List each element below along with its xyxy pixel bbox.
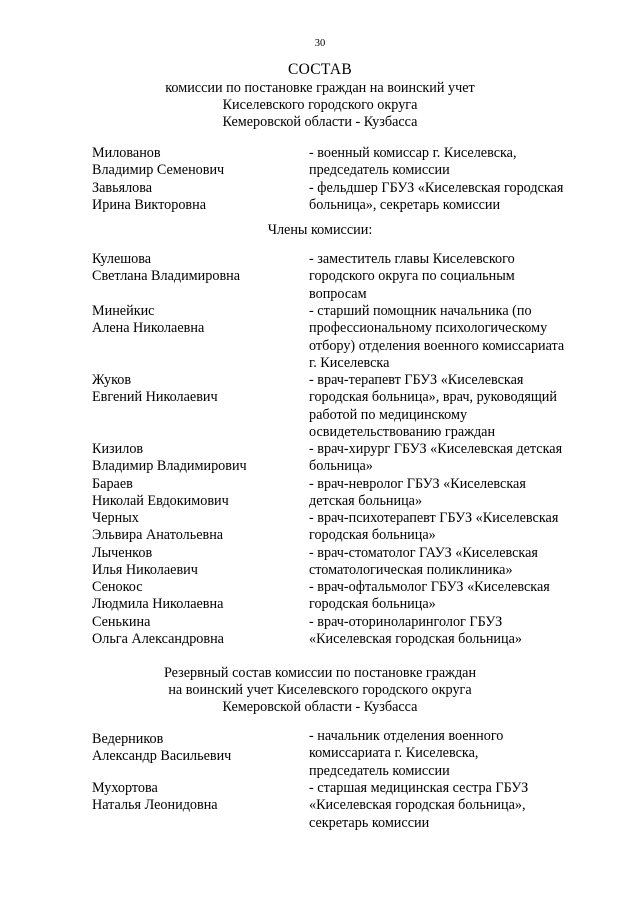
person-role [309,441,599,476]
person-name [92,579,292,614]
person-role [309,251,599,303]
role-line: - врач-офтальмолог ГБУЗ «Киселевская [309,579,550,595]
role-line: отбору) отделения военного комиссариата [309,337,565,354]
person-role [309,614,599,649]
role-line: «Киселевская городская больница» [309,631,522,648]
surname: Сенокос [92,579,143,595]
given-names: Александр Васильевич [92,748,232,765]
role-line: больница» [309,458,373,475]
person-name [92,251,292,286]
given-names: Николай Евдокимович [92,493,229,510]
given-names: Евгений Николаевич [92,389,218,406]
given-names: Ольга Александровна [92,631,224,648]
person-role [309,476,599,511]
surname: Завьялова [92,180,153,196]
reserve-heading-line-1: Резервный состав комиссии по постановке граждан [163,665,477,681]
role-line: - заместитель главы Киселевского [309,251,515,267]
role-line: секретарь комиссии [309,814,430,831]
subtitle-line-3: Кемеровской области - Кузбасса [222,114,418,130]
role-line: - фельдшер ГБУЗ «Киселевская городская [309,180,564,196]
surname: Минейкис [92,303,155,319]
person-role [309,180,599,215]
given-names: Владимир Владимирович [92,458,247,475]
given-names: Эльвира Анатольевна [92,527,224,544]
person-name [92,145,292,180]
surname: Милованов [92,145,161,161]
person-name [92,180,292,215]
given-names: Людмила Николаевна [92,596,224,613]
surname: Жуков [92,372,132,388]
role-line: комиссариата г. Киселевска, [309,745,479,762]
role-line: председатель комиссии [309,762,450,779]
person-name [92,476,292,511]
role-line: детская больница» [309,493,423,510]
role-line: - врач-хирург ГБУЗ «Киселевская детская [309,441,563,457]
person-name [92,441,292,476]
role-line: стоматологическая поликлиника» [309,562,513,579]
surname: Лыченков [92,545,153,561]
reserve-heading-line-3: Кемеровской области - Кузбасса [222,699,418,715]
person-name [92,780,292,815]
role-line: - старший помощник начальника (по [309,303,532,319]
role-line: - военный комиссар г. Киселевска, [309,145,517,161]
document-title: СОСТАВ [287,61,353,78]
person-name [92,510,292,545]
role-line: - врач-невролог ГБУЗ «Киселевская [309,476,526,492]
person-role [309,372,599,441]
person-role [309,303,599,372]
given-names: Ирина Викторовна [92,197,207,214]
surname: Бараев [92,476,133,492]
role-line: - врач-психотерапевт ГБУЗ «Киселевская [309,510,559,526]
subtitle-line-1: комиссии по постановке граждан на воинский учет [165,80,475,96]
role-line: городская больница» [309,596,436,613]
role-line: профессиональному психологическому [309,320,548,337]
role-line: больница», секретарь комиссии [309,197,501,214]
role-line: городская больница», врач, руководящий [309,389,557,406]
surname: Мухортова [92,780,158,796]
role-line: председатель комиссии [309,162,450,179]
role-line: городского округа по социальным [309,268,515,285]
person-role [309,780,599,832]
person-name [92,614,292,649]
given-names: Алена Николаевна [92,320,205,337]
page-number: 30 [314,38,326,49]
role-line: - врач-стоматолог ГАУЗ «Киселевская [309,545,538,561]
surname: Кизилов [92,441,144,457]
person-role [309,545,599,580]
given-names: Светлана Владимировна [92,268,241,285]
surname: Кулешова [92,251,152,267]
person-name [92,372,292,407]
person-role [309,145,599,180]
role-line: освидетельствованию граждан [309,423,496,440]
reserve-heading-line-2: на воинский учет Киселевского городского округа [168,682,472,698]
subtitle-line-2: Киселевского городского округа [222,97,418,113]
role-line: «Киселевская городская больница», [309,797,526,814]
person-name [92,303,292,338]
person-name [92,545,292,580]
role-line: городская больница» [309,527,436,544]
person-role [309,510,599,545]
surname: Черных [92,510,139,526]
surname: Сенькина [92,614,151,630]
members-heading: Члены комиссии: [267,222,373,238]
role-line: - врач-оториноларинголог ГБУЗ [309,614,503,630]
role-line: вопросам [309,285,367,302]
role-line: - начальник отделения военного [309,728,504,744]
role-line: - старшая медицинская сестра ГБУЗ [309,780,529,796]
given-names: Владимир Семенович [92,162,225,179]
person-name [92,731,292,766]
person-role [309,728,599,780]
role-line: г. Киселевска [309,354,390,371]
person-role [309,579,599,614]
surname: Ведерников [92,731,164,747]
role-line: работой по медицинскому [309,406,468,423]
given-names: Наталья Леонидовна [92,797,218,814]
role-line: - врач-терапевт ГБУЗ «Киселевская [309,372,524,388]
given-names: Илья Николаевич [92,562,198,579]
